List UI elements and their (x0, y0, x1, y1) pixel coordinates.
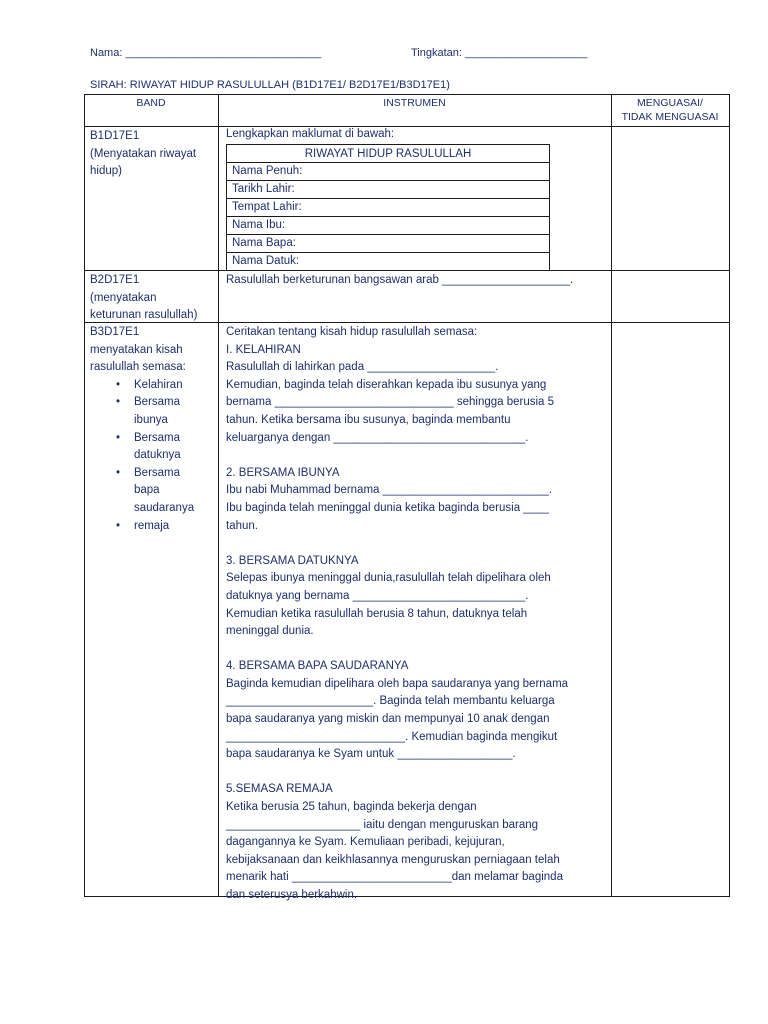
section-datuknya-line-2[interactable]: datuknya yang bernama ___________________________. (226, 589, 529, 602)
row3-bullet-list (90, 377, 216, 535)
nama-field[interactable]: Nama: ________________________________ (90, 47, 322, 59)
section-datuknya-title: 3. BERSAMA DATUKNYA (226, 554, 359, 567)
row2-band (90, 272, 216, 325)
column-header-band: BAND (136, 97, 166, 109)
field-nama-datuk[interactable]: Nama Datuk: (226, 253, 550, 271)
section-remaja-line-1: Ketika berusia 25 tahun, baginda bekerja dengan (226, 801, 477, 814)
section-kelahiran-line-5[interactable]: keluarganya dengan ______________________________. (226, 431, 529, 444)
bullet-bersama-ibunya: • Bersama ibunya (112, 394, 216, 429)
section-bapa-saudara-line-3: bapa saudaranya yang miskin dan mempunyai 10 anak dengan (226, 713, 550, 726)
section-kelahiran-line-4: tahun. Ketika bersama ibu susunya, baginda membantu (226, 413, 511, 426)
section-kelahiran-line-3[interactable]: bernama ____________________________ sehingga berusia 5 (226, 396, 555, 409)
section-bapa-saudara-line-2[interactable]: _______________________. Baginda telah membantu keluarga (226, 695, 555, 708)
section-datuknya-line-3: Kemudian ketika rasulullah berusia 8 tahun, datuknya telah (226, 607, 528, 620)
section-remaja-line-2[interactable]: _____________________ iaitu dengan menguruskan barang (226, 818, 539, 831)
section-remaja-title: 5.SEMASA REMAJA (226, 783, 333, 796)
row3-band-desc-1: menyatakan kisah (90, 343, 183, 356)
field-tempat-lahir[interactable]: Tempat Lahir: (226, 199, 550, 217)
section-bapa-saudara-title: 4. BERSAMA BAPA SAUDARANYA (226, 660, 409, 673)
tingkatan-field[interactable]: Tingkatan: ____________________ (411, 47, 588, 59)
column-header-instrumen: INSTRUMEN (383, 97, 446, 109)
menguasai-cell-row1[interactable] (612, 127, 728, 269)
field-nama-bapa[interactable]: Nama Bapa: (226, 235, 550, 253)
row1-instruction: Lengkapkan maklumat di bawah: (226, 128, 395, 140)
row3-band (90, 324, 216, 535)
section-kelahiran-line-2: Kemudian, baginda telah diserahkan kepada ibu susunya yang (226, 378, 547, 391)
row2-band-code: B2D17E1 (90, 274, 140, 286)
bullet-bersama-bapa-saudaranya: • Bersama bapa saudaranya (112, 465, 216, 518)
tidak-menguasai-label: TIDAK MENGUASAI (621, 111, 719, 123)
section-kelahiran-title: I. KELAHIRAN (226, 343, 301, 356)
section-remaja-line-5[interactable]: menarik hati _________________________dan melamar baginda (226, 871, 563, 884)
field-tarikh-lahir[interactable]: Tarikh Lahir: (226, 181, 550, 199)
section-ibunya-line-1[interactable]: Ibu nabi Muhammad bernama __________________________. (226, 484, 553, 497)
worksheet-title: SIRAH: RIWAYAT HIDUP RASULULLAH (B1D17E1/ B2D17E1/B3D17E1) (90, 79, 450, 91)
field-nama-ibu[interactable]: Nama Ibu: (226, 217, 550, 235)
menguasai-cell-row2[interactable] (612, 271, 728, 321)
row3-instrumen (226, 324, 608, 905)
bullet-bersama-datuknya: • Bersama datuknya (112, 430, 216, 465)
field-nama-penuh[interactable]: Nama Penuh: (226, 163, 550, 181)
row3-band-desc-2: rasulullah semasa: (90, 361, 186, 374)
row1-band-code: B1D17E1 (90, 130, 140, 142)
section-remaja-line-6: dan seterusya berkahwin. (226, 889, 358, 901)
bullet-remaja: • remaja (112, 518, 216, 536)
section-remaja-line-3: dagangannya ke Syam. Kemuliaan peribadi, kejujuran, (226, 836, 505, 849)
section-bapa-saudara-line-5[interactable]: bapa saudaranya ke Syam untuk __________________. (226, 748, 516, 761)
row1-band (90, 128, 216, 181)
column-header-menguasai (611, 96, 729, 124)
section-ibunya-title: 2. BERSAMA IBUNYA (226, 466, 340, 479)
row1-band-desc-1: (Menyatakan riwayat (90, 147, 197, 160)
section-bapa-saudara-line-4[interactable]: ____________________________. Kemudian baginda mengikut (226, 730, 558, 743)
section-ibunya-line-3: tahun. (226, 519, 258, 532)
row2-band-desc-2: keturunan rasulullah) (90, 309, 198, 322)
section-ibunya-line-2[interactable]: Ibu baginda telah meninggal dunia ketika baginda berusia ____ (226, 501, 549, 514)
section-remaja-line-4: kebijaksanaan dan keikhlasannya menguruskan perniagaan telah (226, 853, 560, 866)
section-bapa-saudara-line-1: Baginda kemudian dipelihara oleh bapa saudaranya yang bernama (226, 677, 569, 690)
riwayat-table-title: RIWAYAT HIDUP RASULULLAH (226, 144, 550, 163)
section-datuknya-line-4: meninggal dunia. (226, 625, 314, 638)
section-datuknya-line-1: Selepas ibunya meninggal dunia,rasulullah telah dipelihara oleh (226, 572, 551, 585)
row1-band-desc-2: hidup) (90, 165, 122, 178)
bullet-kelahiran: • Kelahiran (112, 377, 216, 395)
section-kelahiran-line-1[interactable]: Rasulullah di lahirkan pada ____________________. (226, 361, 499, 374)
row2-band-desc-1: (menyatakan (90, 291, 157, 304)
row3-intro: Ceritakan tentang kisah hidup rasulullah semasa: (226, 326, 478, 338)
row2-keturunan-text[interactable]: Rasulullah berketurunan bangsawan arab ____________________. (226, 274, 574, 286)
menguasai-cell-row3[interactable] (612, 323, 728, 895)
row3-band-code: B3D17E1 (90, 326, 140, 338)
menguasai-label: MENGUASAI/ (637, 97, 703, 109)
